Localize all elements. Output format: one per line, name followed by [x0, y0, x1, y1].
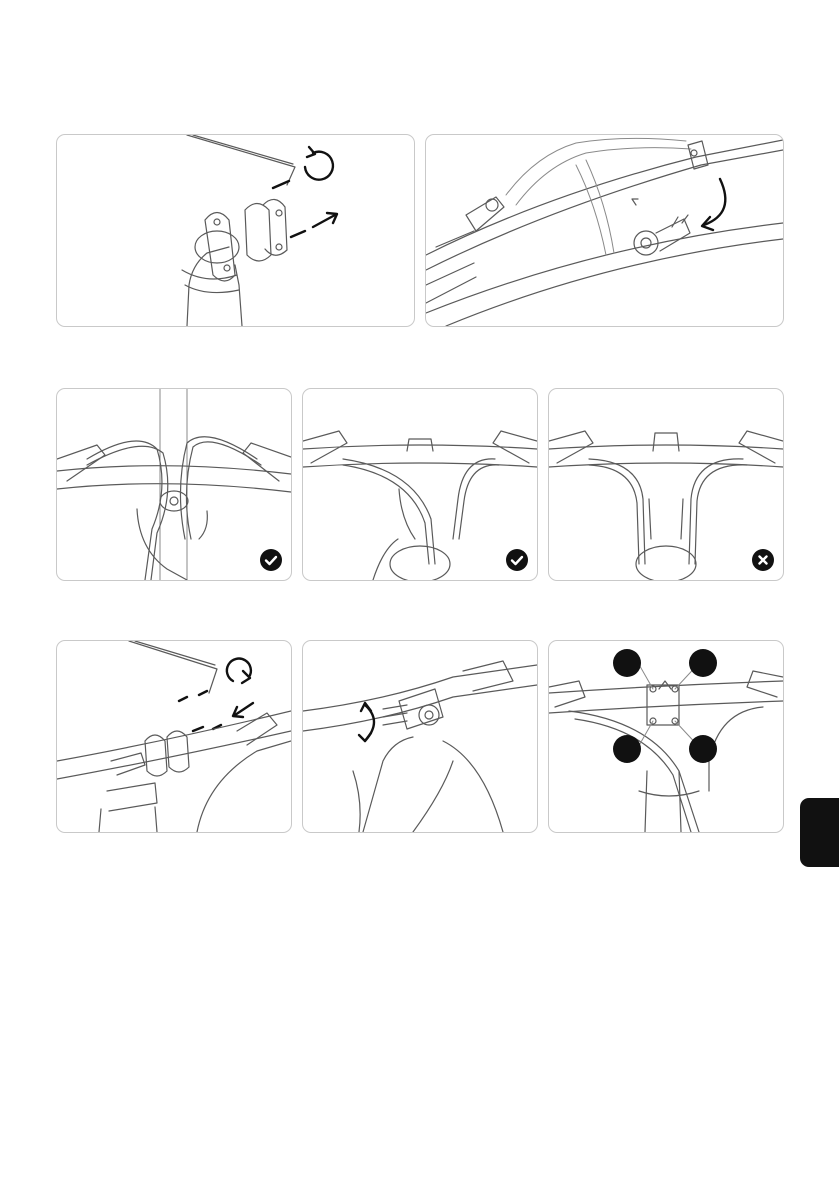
- section-tab: [800, 798, 839, 867]
- panel-move-stem-assembly: [425, 134, 784, 327]
- check-icon: [506, 549, 528, 576]
- remove-arrow-icon: [313, 213, 337, 227]
- panel-cable-routing-a: [56, 388, 292, 581]
- panel-cable-routing-b: [302, 388, 538, 581]
- curved-arrow-icon: [702, 179, 725, 230]
- panel-tighten-sequence: [548, 640, 784, 833]
- panel-cable-routing-c: [548, 388, 784, 581]
- hex-key-icon: [129, 641, 217, 693]
- panel-install-faceplate-bolts: [56, 640, 292, 833]
- insert-arrow-icon: [233, 703, 253, 717]
- sequence-marker: [689, 735, 717, 763]
- sequence-marker: [613, 735, 641, 763]
- panel-remove-faceplate-bolts: [56, 134, 415, 327]
- sequence-marker: [613, 649, 641, 677]
- rotate-counterclockwise-icon: [305, 147, 333, 180]
- bolt-icon: [273, 181, 305, 237]
- cross-icon: [752, 549, 774, 576]
- rotate-clockwise-icon: [227, 659, 251, 683]
- panel-rotate-handlebar: [302, 640, 538, 833]
- sequence-marker: [689, 649, 717, 677]
- hex-key-icon: [187, 135, 295, 185]
- check-icon: [260, 549, 282, 576]
